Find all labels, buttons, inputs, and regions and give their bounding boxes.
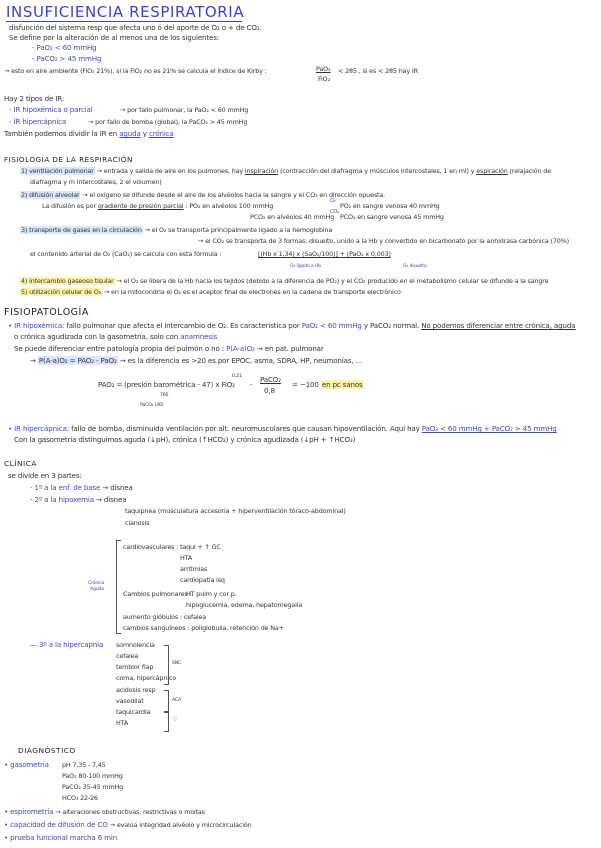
type-hypoxemic-text: → por fallo pulmonar, la PaO₂ < 60 mmHg [120, 106, 249, 114]
hypercapnia-sign: cefalea [116, 652, 139, 660]
gasometry-value: PaCO₂ 35-45 mmHg [62, 783, 124, 791]
clinic-item-2-label: - 2º a la hipoxemia [30, 495, 94, 504]
clinic-item-3 [30, 641, 103, 649]
cao2-formula: [(Hb x 1,34) x (SaO₂/100)] + (PaO₂ x 0,003) [258, 250, 391, 258]
walk-test: • prueba funcional marcha 6 min [4, 833, 118, 842]
snc-label: SNC [172, 661, 182, 666]
hypercapnia-sign: coma, hipercápnico [116, 674, 176, 682]
hypoxemia-side-label: Crónica [88, 581, 105, 586]
diffusion-gradient: gradiente de presión parcial [97, 202, 184, 210]
cao2-dissolved-label: O₂ disuelto [403, 264, 427, 269]
hypoxemia-side-label-2: Aguda [90, 587, 104, 592]
hypoxemic-text: : fallo pulmonar que afecta el intercambio de O₂. Es característica por [62, 321, 300, 330]
exchange-label: 4) intercambio gaseoso tisular [21, 277, 114, 285]
dlco-label: • capacidad de difusión de CO [4, 820, 108, 829]
cv-item: taqui + ↑ GC [180, 543, 221, 551]
ventilation-label: 1) ventilación pulmonar [21, 167, 94, 175]
cv-item: HTA [180, 554, 193, 562]
gasometry-label: • gasometría [4, 760, 49, 769]
pao2-under-paco2: PaCO₂ (40) [140, 403, 164, 408]
pathophys-hypoxemic [8, 322, 575, 330]
pao2-result-note: en pc sanos [321, 380, 363, 389]
other-1: aumento glóbulos : cefalea [123, 613, 207, 621]
hypercapnic-text: : fallo de bomba, disminuida ventilación por alt. neuromusculares que causan hipoventilación. Aquí hay [66, 424, 420, 433]
hypoxemic-label: • IR hipoxémica [8, 321, 63, 330]
hypercapnic-hl: PaO₂ < 60 mmHg + PaCO₂ > 45 mmHg [421, 424, 557, 433]
aa-gradient-formula: P(A-a)O₂ = PAO₂ - PaO₂ [38, 356, 117, 365]
hypoxemic-line-3c: → en pat. pulmonar [256, 344, 324, 353]
pao2-result [292, 381, 364, 389]
definition-line-2: Se define por la alteración de al menos una de los siguientes: [9, 33, 220, 42]
types-intro: Hay 2 tipos de IR: [4, 94, 65, 103]
ventilation-text: → entrada y salida de aire en los pulmones, hay [96, 167, 244, 175]
hypercapnia-sign: temblor flap [116, 663, 154, 671]
expiration-word: espiración [476, 167, 508, 175]
diffusion-po2-alv: : PO₂ en alvéolos 100 mmHg [185, 202, 274, 210]
pao2-formula: (presión barométrica - 47) x FiO₂ [124, 380, 235, 389]
ventilation-line-2: diafragma y m intercostales, 2 el volumen) [30, 178, 162, 186]
diffusion-pco2-alv: PCO₂ en alvéolos 40 mmHg [250, 213, 335, 221]
transport-label: 3) transporte de gases en la circulación [21, 226, 142, 234]
hypoxemic-line-2a: o crónica agudizada con la gasometría, solo con [14, 332, 179, 341]
pathophys-hypercapnic [8, 425, 557, 433]
ventilation-text-2: (contracción del diafragma y músculos intercostales, 1 en ml) y [279, 167, 475, 175]
clinic-intro: se divide en 3 partes: [8, 471, 82, 480]
physiology-heading: FISIOLOGÍA DE LA RESPIRACIÓN [4, 155, 133, 164]
clinic-heading: CLÍNICA [4, 459, 37, 468]
ventilation-text-3: (relajación de [509, 167, 551, 175]
pao2-frac-den: 0,8 [264, 386, 275, 395]
criterion-pao2: - PaO₂ < 60 mmHg [32, 43, 97, 52]
page-title: INSUFICIENCIA RESPIRATORIA [6, 3, 245, 21]
aca-label: ACA [172, 698, 181, 703]
clinic-item-1 [30, 484, 133, 492]
hypoxemic-line-4 [30, 357, 362, 365]
type-hypoxemic-label: - IR hipoxémica o parcial [9, 105, 93, 114]
types-also-a: También podemos dividir la IR en [4, 129, 118, 138]
diagnosis-heading: DIAGNÓSTICO [18, 746, 76, 755]
aa-gradient: P(A-a)O₂ [226, 344, 255, 353]
type-hypercapnic-label: - IR hipercápnica [9, 117, 67, 126]
diffusion-label: 2) difusión alveolar [21, 191, 80, 199]
spirometry-label: • espirometría [4, 807, 54, 816]
other-2: cambios sanguíneos : poliglobulia, retención de Na+ [123, 624, 284, 632]
hypercapnia-sign: taquicardia [116, 708, 151, 716]
arrow-co2-label: CO₂ [330, 209, 339, 215]
definition-line-1: disfunción del sistema resp que afecta uno ó del aporte de O₂ o + de CO₂. [9, 23, 262, 32]
pao2-lhs: PAO₂ = [98, 380, 123, 389]
cao2-bound-label: O₂ ligado a Hb [290, 264, 321, 269]
cv-item: arritmias [180, 565, 208, 573]
hypoxemia-brace [116, 540, 121, 634]
clinic-item-2-text: → disnea [96, 495, 127, 504]
kirby-denominator: FiO₂ [318, 75, 330, 83]
physio-utilization [20, 289, 401, 296]
pao2-formula-sup: 0,21 [232, 374, 242, 379]
types-cronica: crónica [148, 129, 174, 138]
anamnesis-word: anamnesis [180, 332, 218, 341]
title-underline [6, 21, 242, 22]
transport-text: → el O₂ se transporta principalmente ligado a la hemoglobina [144, 226, 333, 234]
types-aguda: aguda [119, 129, 141, 138]
hypoxemic-line-3 [14, 345, 324, 353]
gasometry-value: PaO₂ 80-100 mmHg [62, 772, 123, 780]
hypoxemic-hl: PaO₂ < 60 mmHg [301, 321, 362, 330]
hypoxemia-sign: taquipnea (musculatura accesoria + hiperventilación tóraco-abdominal) [125, 507, 346, 515]
exchange-text: → el O₂ se libera de la Hb hacia los tejidos (debido a la diferencia de PO₂) y el CO₂ producido en el metabolismo celular se difunde a la sangre [116, 277, 549, 285]
types-also [4, 130, 174, 138]
pulm-text: HT pulm y cor p. [186, 590, 237, 598]
arrow-o2-label: O₂ [330, 198, 336, 204]
hypoxemic-line-2 [14, 333, 217, 341]
hypoxemic-text-3: No podemos diferenciar entre crónica, aguda [421, 321, 576, 330]
physio-transport [20, 227, 332, 234]
clinic-item-1-label: - 1º a la enf. de base [30, 483, 101, 492]
pulm-label: Cambios pulmonares : [123, 590, 192, 598]
hypercapnia-sign: vasodilat [116, 697, 144, 705]
pathophys-heading: FISIOPATOLOGÍA [4, 307, 89, 318]
pulm-text-2: hipoglucemia, edema, hepatomegalia [186, 601, 303, 609]
hypoxemic-arrow: → [30, 356, 36, 365]
diffusion-gradient-a: La difusión es por [42, 202, 96, 210]
diffusion-pco2-ven: PCO₂ en sangre venosa 45 mmHg [340, 213, 444, 221]
hypoxemic-line-3a: Se puede diferenciar entre patología propia del pulmón o no : [14, 344, 225, 353]
hypoxemia-sign: cianosis [125, 519, 150, 527]
physio-exchange [20, 278, 548, 285]
pao2-under-760: 760 [160, 393, 169, 398]
snc-brace [164, 645, 169, 685]
utilization-label: 5) utilización celular de O₂ [21, 288, 102, 296]
hypercapnic-label: • IR hipercápnica [8, 424, 67, 433]
criterion-paco2: - PaCO₂ > 45 mmHg [32, 54, 102, 63]
type-hypercapnic-text: → por fallo de bomba (global), la PaCO₂ > 45 mmHg [88, 118, 248, 126]
types-y: y [142, 129, 147, 138]
hypercapnia-sign: somnolencia [116, 641, 155, 649]
pao2-minus: - [250, 380, 253, 389]
kirby-text-2: < 285 , si es < 285 hay IR [338, 67, 418, 75]
spirometry-text: → alteraciones obstructivas, restrictivas o mixtas [55, 808, 205, 816]
physio-ventilation [20, 168, 551, 175]
clinic-item-2 [30, 496, 126, 504]
heart-brace [164, 712, 169, 732]
kirby-numerator: PaO₂ [316, 65, 331, 73]
inspiration-word: inspiración [244, 167, 279, 175]
transport-text-2: → el CO₂ se transporta de 3 formas: disuelto, unido a la Hb y convertido en bicarbonato por la anhidrasa carbónica (70%) [198, 237, 569, 245]
pao2-result-value: = ~100 [292, 380, 319, 389]
hypercapnic-line-2: Con la gasometría distinguimos aguda (↓pH), crónica (↑HCO₃) y crónica agudizada (↓pH + ↑HCO₃) [14, 435, 356, 444]
hypercapnia-sign: acidosis resp [116, 686, 156, 694]
gasometry-value: pH 7,35 - 7,45 [62, 761, 106, 769]
clinic-item-3-label: — 3º a la hipercapnia [30, 640, 104, 649]
hypoxemic-line-4c: → es la diferencia es >20 es por EPOC, asma, SDRA, HP, neumonías, ... [119, 356, 362, 365]
clinic-item-1-text: → disnea [102, 483, 133, 492]
diffusion-line-2 [42, 203, 273, 210]
hypoxemic-text-2: y PaCO₂ normal. [363, 321, 420, 330]
heart-icon: ♡ [172, 715, 178, 723]
aca-brace [164, 690, 169, 712]
hypercapnia-sign: HTA [116, 719, 129, 727]
cv-label: cardiovasculares : [123, 543, 179, 551]
cao2-text: el contenido arterial de O₂ (CaO₂) se calcula con esta fórmula : [30, 250, 222, 258]
dlco [4, 821, 252, 829]
dlco-text: → evalúa integridad alvéolo y microcirculación [109, 821, 252, 829]
spirometry [4, 808, 205, 816]
utilization-text: → en la mitocondria el O₂ es el aceptor final de electrones en la cadena de transporte electrónico [103, 288, 401, 296]
cv-item: cardiopatía isq [180, 576, 225, 584]
pao2-frac-num: PaCO₂ [260, 375, 281, 384]
diffusion-text: → el oxígeno se difunde desde el aire de los alvéolos hacia la sangre y el CO₂ en dirección opuesta. [82, 191, 386, 199]
kirby-text: → esto en aire ambiente (FiO₂ 21%), si la FiO₂ no es 21% se calcula el índice de Kirby : [4, 67, 267, 75]
diffusion-po2-ven: PO₂ en sangre venosa 40 mmHg [340, 202, 440, 210]
gasometry-value: HCO₃ 22-26 [62, 794, 98, 802]
